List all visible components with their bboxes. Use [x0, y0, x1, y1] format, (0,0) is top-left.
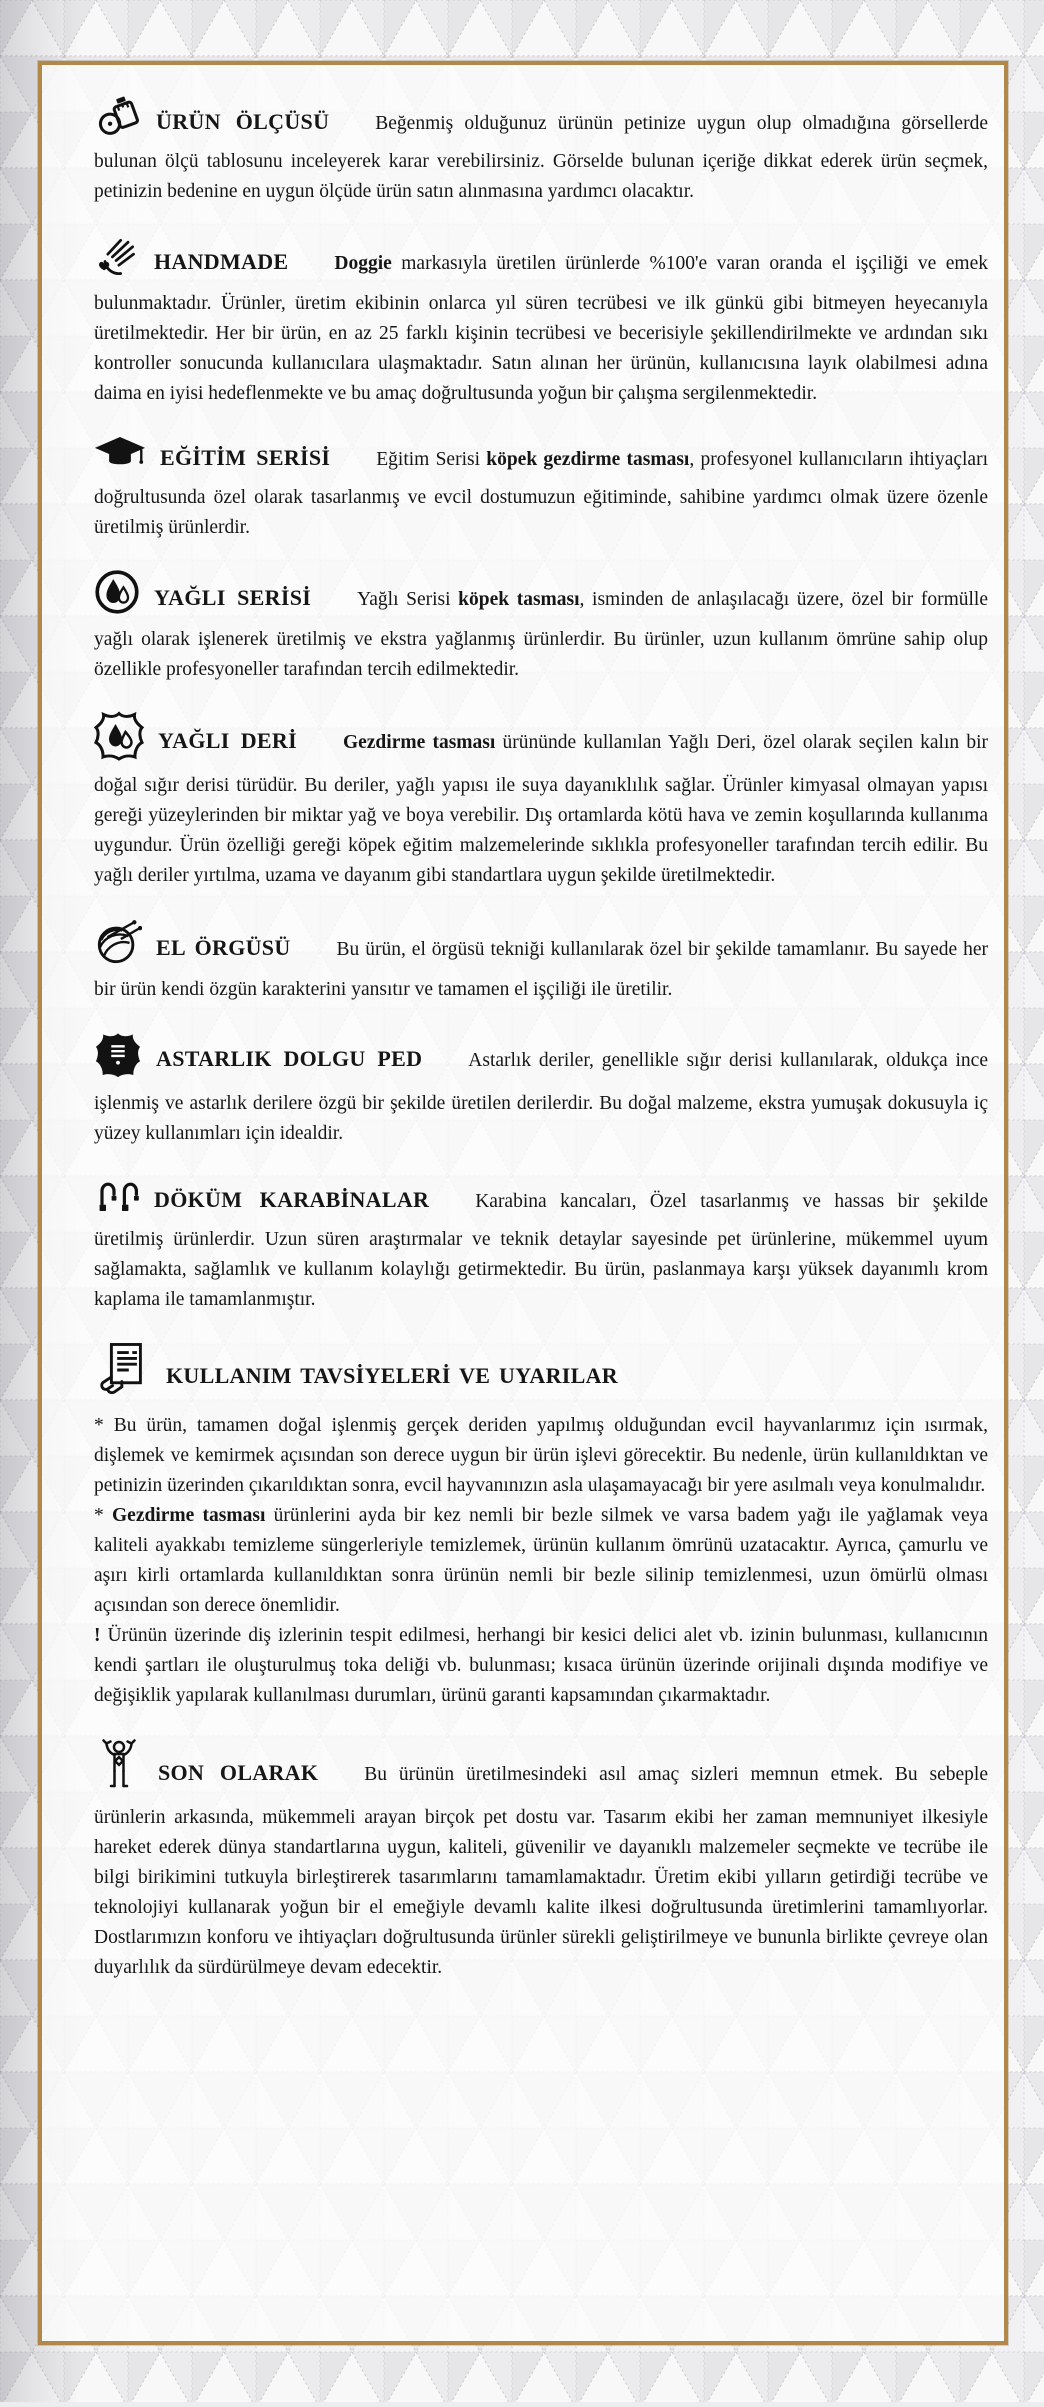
section-paragraph	[94, 569, 988, 685]
section-son-olarak	[94, 1737, 988, 1983]
section-paragraph	[94, 435, 988, 543]
section-title: ÜRÜN ÖLÇÜSÜ	[156, 109, 330, 134]
warning-paragraph-3: ! Ürünün üzerinde diş izlerinin tespit edilmesi, herhangi bir kesici delici alet vb. izinin bulunması, kullanıcının kendi şartları ile oluşturulmuş toka deliği vb. bulunması; kısaca ürünün üzerinde orijinali dışında modifiye ve değişiklik yapılarak kullanılması durumları, ürünü garanti kapsamından çıkarmaktadır.	[94, 1625, 988, 1706]
section-title: DÖKÜM KARABİNALAR	[154, 1187, 430, 1212]
tape-measure-icon	[94, 95, 142, 147]
section-egitim-serisi	[94, 435, 988, 543]
section-title: EĞİTİM SERİSİ	[160, 445, 331, 470]
section-body-text: Gezdirme tasması ürününde kullanılan Yağlı Deri, özel olarak seçilen kalın bir doğal sığır derisi türüdür. Bu deriler, yağlı yapısı ile suya dayanıklılık sağlar. Ürünler kimyasal olmayan yapısı gereği yüzeylerinden bir miktar yağ ve boya verebilir. Dış ortamlarda kötü hava ve zemin koşullarında kullanıma uygundur. Ürün özelliği gereği köpek eğitim malzemelerinde sıklıkla profesyoneller tarafından tercih edilir. Bu yağlı deriler yırtılma, uzama ve dayanım gibi standartlara uygun şekilde üretilmektedir.	[94, 732, 988, 886]
yarn-ball-icon	[94, 917, 142, 975]
hand-heart-icon	[94, 233, 140, 289]
leather-pad-icon	[94, 1031, 142, 1089]
section-title: SON OLARAK	[158, 1760, 319, 1785]
section-title: EL ÖRGÜSÜ	[156, 935, 291, 960]
section-kullanim-tavsiyeleri	[94, 1341, 988, 1711]
section-title: KULLANIM TAVSİYELERİ VE UYARILAR	[166, 1363, 618, 1388]
section-paragraph	[94, 233, 988, 409]
section-title: HANDMADE	[154, 249, 289, 274]
section-astarlik-dolgu-ped	[94, 1031, 988, 1149]
section-body-text: Eğitim Serisi köpek gezdirme tasması, profesyonel kullanıcıların ihtiyaçları doğrultusunda özel olarak tasarlanmış ve evcil dostumuzun eğitiminde, sahibine yardımcı olmak üzere özenle üretilmiş ürünlerdir.	[94, 449, 988, 538]
section-urun-olcusu	[94, 95, 988, 207]
warning-paragraph-2: * Gezdirme tasması ürünlerini ayda bir kez nemli bir bezle silmek ve varsa badem yağı ile yağlamak veya kaliteli ayakkabı temizleme süngerleriyle temizlemek, ürünün kullanım ömrünü uzatacaktır. Ayrıca, çamurlu ve aşırı kirli ortamlarda kullanıldıktan sonra ürünün nemli bir bezle silinip temizlenmesi, uzun ömürlü olması açısından son derece önemlidir.	[94, 1505, 989, 1616]
section-paragraph	[94, 711, 988, 891]
carabiner-hooks-icon	[94, 1175, 140, 1225]
section-el-orgusu	[94, 917, 988, 1005]
section-body-text: Karabina kancaları, Özel tasarlanmış ve hassas bir şekilde üretilmiş ürünlerdir. Uzun süren araştırmalar ve teknik detaylar sayesinde pet ürünlerine, mükemmel uyum sağlamakta, sağlamlık ve kullanım kolaylığı getirmektedir. Bu ürün, paslanmaya karşı yüksek dayanımlı krom kaplama ile tamamlanmıştır.	[94, 1191, 988, 1310]
section-paragraph	[94, 1031, 988, 1149]
section-yagli-deri	[94, 711, 988, 891]
section-handmade	[94, 233, 988, 409]
cheering-person-icon	[94, 1737, 144, 1803]
section-body-text: Bu ürünün üretilmesindeki asıl amaç sizleri memnun etmek. Bu sebeple ürünlerin arkasında, mükemmeli arayan birçok pet dostu var. Tasarım ekibi her zaman memnuniyet ilkesiyle hareket ederek dünya standartlarına uygun, kaliteli, güvenilir ve dayanıklı malzemeler seçmekte ve tecrübe ile bilgi birikimini tutkuyla birleştirerek tasarımlarını tamamlamaktadır. Üretim ekibi yılların getirdiği tecrübe ve teknolojiyi kullanarak yoğun bir el emeğiyle devamlı kalite ilkesi doğrultusunda üretimlerini tamamlıyorlar. Dostlarımızın konforu ve ihtiyaçları doğrultusunda ürünler sürekli geliştirilmeye ve bununla birlikte çevreye olan duyarlılık da sürdürülmeye devam edecektir.	[94, 1764, 988, 1978]
section-paragraph	[94, 95, 988, 207]
section-title: YAĞLI DERİ	[158, 728, 297, 753]
section-body-text: Doggie markasıyla üretilen ürünlerde %100'e varan oranda el işçiliği ve emek bulunmaktadır. Ürünler, üretim ekibinin onlarca yıl süren tecrübesi ve ilk günkü gibi bitmeyen heyecanıyla üretilmektedir. Her bir ürün, en az 25 farklı kişinin tecrübesi ve becerisiyle şekillendirilmekte ve ardından sıkı kontroller sonucunda kullanıcılara ulaşmaktadır. Satın alınan her ürünün, kullanıcısına layık olabilmesi adına daima en iyisi hedeflenmekte ve bu amaç doğrultusunda yoğun bir çalışma sergilenmektedir.	[94, 253, 988, 404]
section-paragraph	[94, 1175, 988, 1315]
section-yagli-serisi	[94, 569, 988, 685]
oiled-leather-badge-icon	[94, 711, 144, 771]
section-title: YAĞLI SERİSİ	[154, 585, 312, 610]
section-dokum-karabinalar	[94, 1175, 988, 1315]
document-hand-icon	[94, 1341, 152, 1409]
section-body-text: Beğenmiş olduğunuz ürünün petinize uygun olup olmadığına görsellerde bulunan ölçü tablosunu inceleyerek karar verebilirsiniz. Görselde bulunan içeriğe dikkat ederek ürün seçmek, petinizin bedenine en uygun ölçüde ürün satın alınmasına yardımcı olacaktır.	[94, 113, 988, 202]
section-heading-line	[94, 1341, 988, 1409]
section-title: ASTARLIK DOLGU PED	[156, 1046, 423, 1071]
section-body-text: Bu ürün, el örgüsü tekniği kullanılarak özel bir şekilde tamamlanır. Bu sayede her bir ürün kendi özgün karakterini yansıtır ve tamamen el işçiliği ile üretilir.	[94, 939, 988, 1000]
graduation-cap-icon	[94, 435, 146, 483]
section-body-text: Astarlık deriler, genellikle sığır derisi kullanılarak, oldukça ince işlenmiş ve astarlık derilere özgü bir şekilde üretilen derilerdir. Bu doğal malzeme, ekstra yumuşak dokusuyla iç yüzey kullanımları için idealdir.	[94, 1050, 988, 1144]
oil-drop-icon	[94, 569, 140, 625]
section-paragraph	[94, 1737, 988, 1983]
section-paragraph	[94, 917, 988, 1005]
product-description-card	[38, 61, 1008, 2345]
section-body-text: Yağlı Serisi köpek tasması, isminden de anlaşılacağı üzere, özel bir formülle yağlı olarak işlenerek üretilmiş ve ekstra yağlanmış ürünlerdir. Bu ürünler, uzun kullanım ömrüne sahip olup özellikle profesyoneller tarafından tercih edilmektedir.	[94, 589, 989, 680]
warning-paragraph-1: * Bu ürün, tamamen doğal işlenmiş gerçek deriden yapılmış olduğundan evcil hayvanlarımız için ısırmak, dişlemek ve kemirmek açısından son derece uygun bir ürün işlevi görecektir. Bu nedenle, ürün kullanıldıktan ve petinizin üzerinden çıkarıldıktan sonra, evcil hayvanınızın asla ulaşamayacağı bir yere asılmalı veya konulmalıdır.	[94, 1415, 988, 1496]
